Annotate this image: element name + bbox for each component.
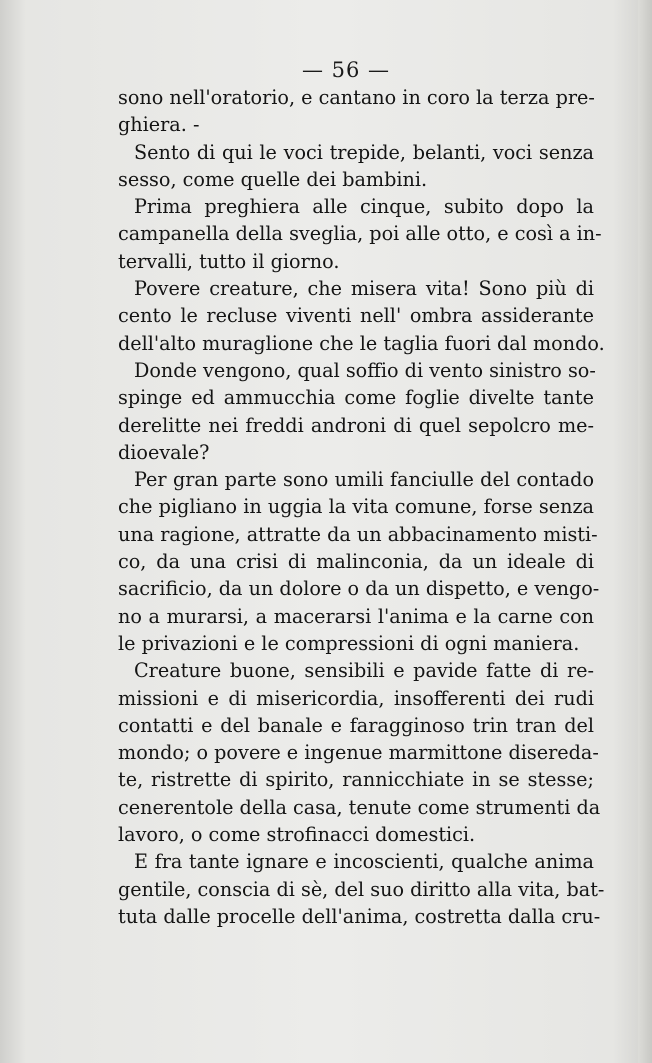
paragraph [118, 139, 594, 194]
text-line: spinge ed ammucchia come foglie divelte tante [118, 386, 594, 410]
paragraph [118, 193, 602, 275]
text-line: mondo; o povere e ingenue marmittone diseredа- [118, 741, 599, 765]
text-line: lavoro, o come strofinacci domestici. [118, 823, 476, 847]
text-line: campanella della sveglia, poi alle otto, e così a in- [118, 222, 602, 246]
text-line: cenerentole della casa, tenute come strumenti da [118, 795, 601, 819]
paragraph [118, 466, 600, 657]
text-line: Prima preghiera alle cinque, subito dopo la [134, 195, 594, 219]
text-line: contatti e del banale e faragginoso trin tran del [118, 713, 594, 737]
text-line: dioevale? [118, 440, 210, 464]
page-edge [638, 0, 652, 1063]
text-line: te, ristrette di spirito, rannicchiate in se stesse; [118, 768, 594, 792]
paragraph [118, 357, 594, 466]
text-line: Per gran parte sono umili fanciulle del contado [134, 468, 594, 492]
paragraph [118, 84, 594, 139]
text-line: no a murarsi, a macerarsi l'anima e la carne con [118, 604, 594, 628]
text-line: derelitte nei freddi androni di quel sepolcro me- [118, 413, 594, 437]
text-line: sesso, come quelle dei bambini. [118, 167, 428, 191]
paragraph [118, 657, 601, 848]
text-line: sono nell'oratorio, e cantano in coro la terza pre- [118, 86, 595, 109]
text-line: Sento di qui le voci trepide, belanti, voci senza [134, 140, 594, 164]
page-body [118, 84, 605, 930]
text-line: cento le recluse viventi nell' ombra assiderante [118, 304, 594, 328]
text-line: ghiera. - [118, 113, 200, 137]
text-line: E fra tante ignare e incoscienti, qualche anima [134, 850, 594, 874]
text-line: tervalli, tutto il giorno. [118, 249, 340, 273]
text-line: Donde vengono, qual soffio di vento sinistro so- [134, 358, 596, 382]
text-line: le privazioni e le compressioni di ogni maniera. [118, 631, 580, 655]
text-line: co, da una crisi di malinconia, da un ideale di [118, 550, 594, 574]
text-line: Povere creature, che misera vita! Sono più di [134, 277, 594, 301]
text-line: che pigliano in uggia la vita comune, forse senza [118, 495, 594, 519]
text-line: missioni e di misericordia, insofferenti dei rudi [118, 686, 594, 710]
text-line: sacrificio, da un dolore o da un dispetto, e vengo- [118, 577, 600, 601]
text-line: dell'alto muraglione che le taglia fuori dal mondo. [118, 331, 605, 355]
page-number: — 56 — [301, 58, 391, 82]
text-line: tuta dalle procelle dell'anima, costretta dalla cru- [118, 904, 601, 928]
paragraph [118, 275, 605, 357]
text-line: gentile, conscia di sè, del suo diritto alla vita, bat- [118, 877, 605, 901]
text-line: una ragione, attratte da un abbacinamento misti- [118, 522, 598, 546]
text-line: Creature buone, sensibili e pavide fatte di re- [134, 659, 594, 683]
paragraph [118, 848, 605, 930]
